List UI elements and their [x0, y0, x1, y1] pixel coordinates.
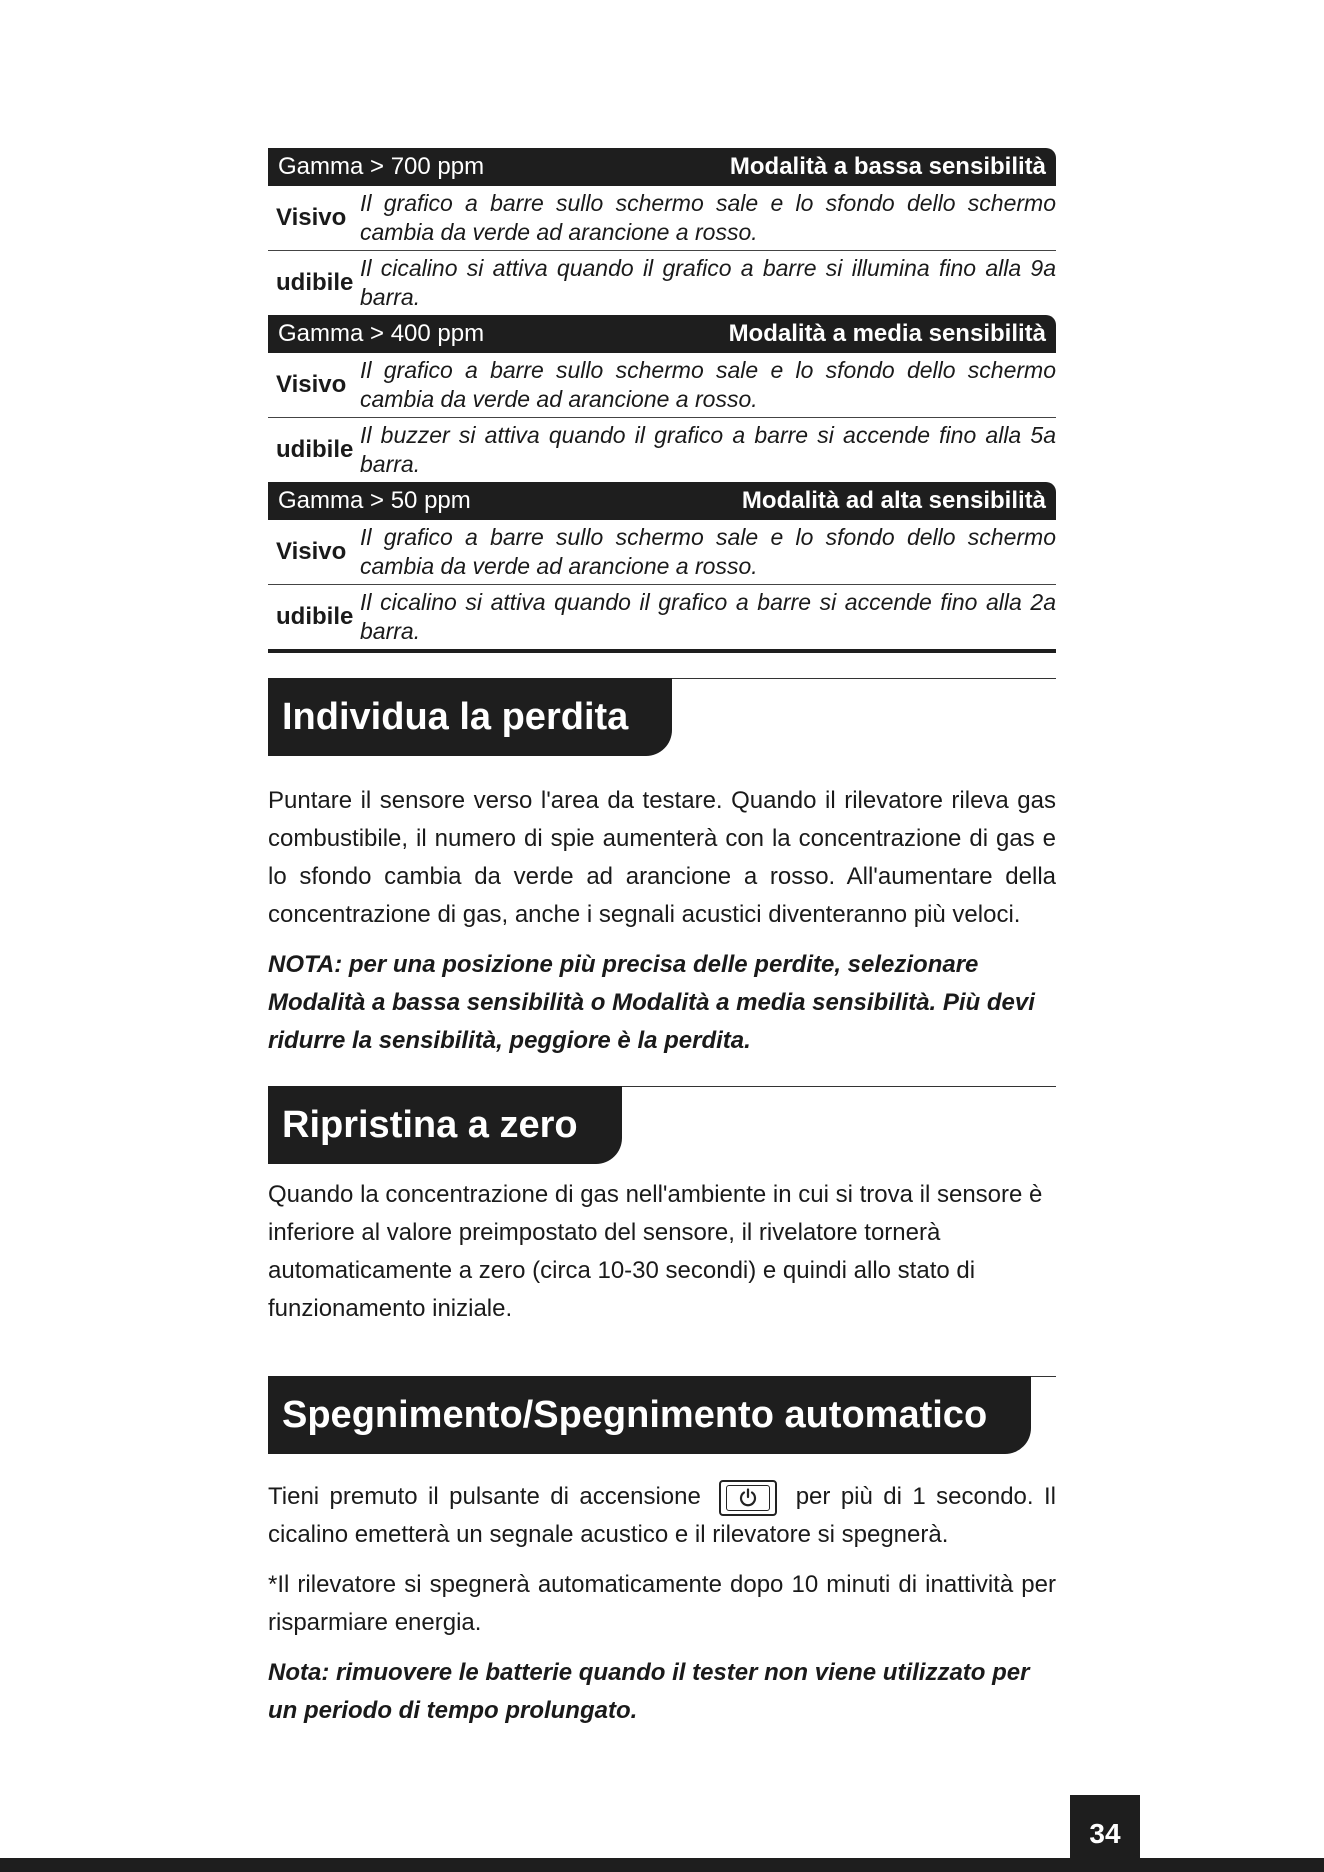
range-header — [268, 315, 1056, 353]
section-title: Ripristina a zero — [268, 1086, 622, 1164]
body-before: Tieni premuto il pulsante di accensione — [268, 1483, 701, 1510]
section-body: Quando la concentrazione di gas nell'ambiente in cui si trova il sensore è inferiore al valore preimpostato del sensore, il rivelatore tornerà automaticamente a zero (circa 10-30 secondi) e quindi allo stato di funzionamento iniziale. — [268, 1181, 1043, 1322]
section-reset — [268, 1086, 1056, 1328]
auto-off-text: *Il rilevatore si spegnerà automaticamente dopo 10 minuti di inattività per risparmiare energia. — [268, 1571, 1056, 1636]
range-label: Gamma > 400 ppm — [278, 320, 485, 347]
power-button-icon — [719, 1480, 777, 1516]
row-label: Visivo — [276, 204, 347, 231]
row-label: Visivo — [276, 371, 347, 398]
row-description: Il buzzer si attiva quando il grafico a barre si accende fino alla 5a barra. — [360, 422, 1056, 477]
table-row — [268, 186, 1056, 251]
table-row — [268, 353, 1056, 418]
mode-label: Modalità ad alta sensibilità — [741, 487, 1046, 514]
section-leak — [268, 678, 1056, 1060]
range-header — [268, 482, 1056, 520]
table-row — [268, 520, 1056, 585]
range-label: Gamma > 700 ppm — [278, 153, 485, 180]
table-row — [268, 418, 1056, 482]
range-label: Gamma > 50 ppm — [278, 487, 471, 514]
row-description: Il cicalino si attiva quando il grafico a barre si accende fino alla 2a barra. — [360, 589, 1056, 644]
section-header — [268, 1376, 1056, 1454]
row-description: Il cicalino si attiva quando il grafico a barre si illumina fino alla 9a barra. — [360, 255, 1056, 310]
mode-label: Modalità a media sensibilità — [728, 320, 1046, 347]
page-content — [268, 148, 1056, 1730]
body-after: per più di 1 secondo. Il cicalino emetterà un segnale acustico e il rilevatore si spegnerà. — [268, 1483, 1056, 1548]
bottom-bar — [0, 1858, 1324, 1872]
section-note: Nota: rimuovere le batterie quando il tester non viene utilizzato per un periodo di tempo prolungato. — [268, 1659, 1030, 1724]
row-description: Il grafico a barre sullo schermo sale e lo sfondo dello schermo cambia da verde ad arancione a rosso. — [360, 524, 1056, 579]
section-body — [268, 1478, 1056, 1554]
row-description: Il grafico a barre sullo schermo sale e lo sfondo dello schermo cambia da verde ad arancione a rosso. — [360, 357, 1056, 412]
section-note: NOTA: per una posizione più precisa delle perdite, selezionare Modalità a bassa sensibilità o Modalità a media sensibilità. Più devi ridurre la sensibilità, peggiore è la perdita. — [268, 951, 1035, 1054]
row-label: Visivo — [276, 538, 347, 565]
section-body: Puntare il sensore verso l'area da testare. Quando il rilevatore rileva gas combustibile, il numero di spie aumenterà con la concentrazione di gas e lo sfondo cambia da verde ad arancione a rosso. All'aumentare della concentrazione di gas, anche i segnali acustici diventeranno più veloci. — [268, 787, 1056, 928]
section-header — [268, 678, 1056, 756]
page-number: 34 — [1070, 1795, 1140, 1872]
row-description: Il grafico a barre sullo schermo sale e lo sfondo dello schermo cambia da verde ad arancione a rosso. — [360, 190, 1056, 245]
row-label: udibile — [276, 436, 354, 463]
table-row — [268, 251, 1056, 315]
range-header — [268, 148, 1056, 186]
table-row — [268, 585, 1056, 653]
sensitivity-table — [268, 148, 1056, 653]
row-label: udibile — [276, 269, 354, 296]
row-label: udibile — [276, 603, 354, 630]
section-title: Individua la perdita — [268, 678, 672, 756]
section-header — [268, 1086, 1056, 1164]
mode-label: Modalità a bassa sensibilità — [729, 153, 1046, 180]
section-title: Spegnimento/Spegnimento automatico — [268, 1376, 1031, 1454]
section-power-off — [268, 1376, 1056, 1730]
